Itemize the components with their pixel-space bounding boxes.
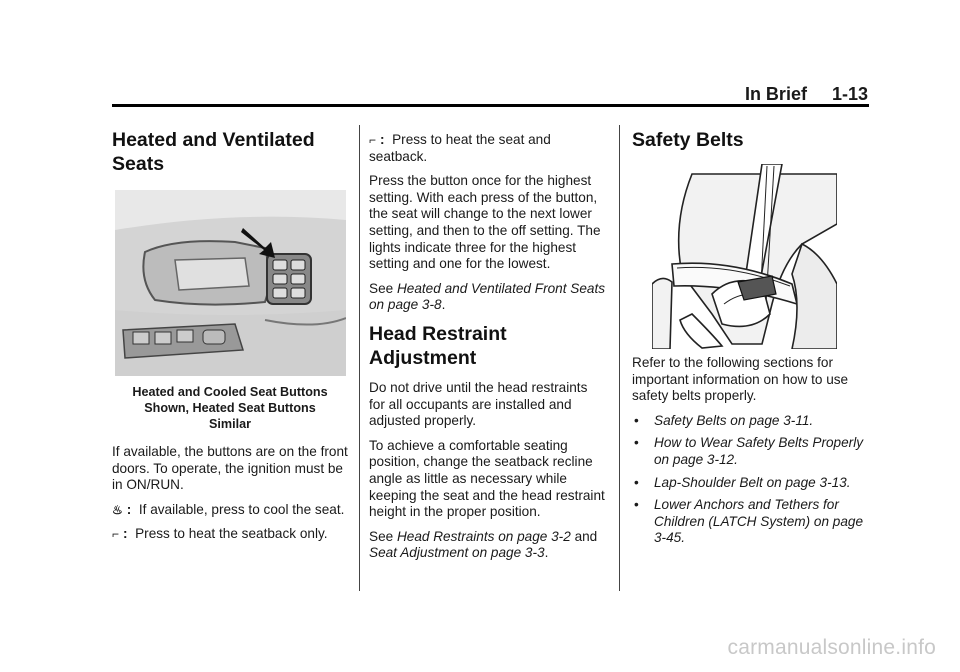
header-rule <box>112 104 869 107</box>
see-reference-paragraph <box>369 281 607 314</box>
list-item-text: Lap-Shoulder Belt on page 3-13. <box>654 474 851 490</box>
safety-belt-illustration <box>652 164 837 349</box>
heat-seatback-text: Press to heat the seatback only. <box>135 526 328 542</box>
running-header <box>112 84 868 104</box>
header-section: In Brief <box>744 84 807 104</box>
list-item-text: How to Wear Safety Belts Properly on page 3-12. <box>654 435 864 467</box>
head-restraint-warning-paragraph: Do not drive until the head restraints for all occupants are installed and adjusted properly. <box>369 379 588 429</box>
availability-paragraph: If available, the buttons are on the front doors. To operate, the ignition must be in ON/RUN. <box>112 444 348 493</box>
heated-seat-icon: ⌐ <box>369 133 377 147</box>
safety-belt-reference-list <box>632 413 870 547</box>
door-buttons-illustration <box>115 190 346 376</box>
caption-line-3: Similar <box>209 417 251 431</box>
figure-caption <box>112 384 348 432</box>
heat-seatback-paragraph <box>112 526 348 543</box>
column-divider-2 <box>619 125 620 591</box>
column-1 <box>112 120 348 551</box>
bullet-icon: • <box>634 435 639 451</box>
see2-and: and <box>574 528 598 544</box>
safety-belt-drawing <box>652 164 837 349</box>
header-text <box>745 84 868 105</box>
button-settings-paragraph: Press the button once for the highest setting. With each press of the button, the seat will change to the next lower setting, and then to the off setting. The lights indicate three for the highest setting and one for the lowest. <box>369 173 601 272</box>
watermark-text: carmanualsonline.info <box>727 636 936 659</box>
bullet-icon: • <box>634 474 639 490</box>
header-page-number: 1-13 <box>831 84 868 104</box>
list-item <box>632 497 870 547</box>
bullet-icon: • <box>634 412 639 428</box>
heat-seat-and-back-text: Press to heat the seat and seatback. <box>369 132 551 164</box>
caption-line-1: Heated and Cooled Seat Buttons <box>132 385 328 399</box>
icon-colon: : <box>126 501 132 517</box>
seating-position-paragraph: To achieve a comfortable seating position, change the seatback recline angle as little as necessary while keeping the seat and the head restraint height in the proper position. <box>369 437 605 520</box>
heated-seatback-icon: ⌐ <box>112 527 120 542</box>
list-item <box>632 475 870 492</box>
see-reference-paragraph-2 <box>369 529 607 562</box>
cool-seat-text: If available, press to cool the seat. <box>138 501 345 517</box>
icon-colon: : <box>380 132 385 147</box>
bullet-icon: • <box>634 497 639 513</box>
column-3 <box>632 120 870 553</box>
ventilated-seat-icon: ♨ <box>112 502 123 517</box>
list-item <box>632 413 870 430</box>
column-2 <box>369 132 607 570</box>
heated-seats-reference: Heated and Ventilated Front Seats on page 3-8 <box>369 280 606 313</box>
section-title-safety-belts: Safety Belts <box>632 129 744 151</box>
see-suffix: . <box>441 297 446 313</box>
heat-seat-and-back-paragraph <box>369 132 607 165</box>
see2-suffix: . <box>544 545 549 561</box>
list-item-text: Safety Belts on page 3-11. <box>654 412 814 428</box>
icon-colon: : <box>123 526 128 542</box>
see2-prefix: See <box>369 528 394 544</box>
door-panel-drawing <box>115 190 346 376</box>
column-divider-1 <box>359 125 360 591</box>
cool-seat-paragraph <box>112 502 348 519</box>
section-title-head-restraint: Head Restraint Adjustment <box>369 322 507 369</box>
seat-adjustment-reference: Seat Adjustment on page 3-3 <box>369 545 545 561</box>
see-prefix: See <box>369 280 394 296</box>
section-title-heated-seats: Heated and Ventilated Seats <box>112 129 315 175</box>
head-restraints-reference: Head Restraints on page 3-2 <box>396 528 571 544</box>
caption-line-2: Shown, Heated Seat Buttons <box>144 401 316 415</box>
list-item-text: Lower Anchors and Tethers for Children (LATCH System) on page 3-45. <box>654 497 864 546</box>
safety-belts-intro: Refer to the following sections for important information on how to use safety belts properly. <box>632 355 849 404</box>
list-item <box>632 435 870 468</box>
